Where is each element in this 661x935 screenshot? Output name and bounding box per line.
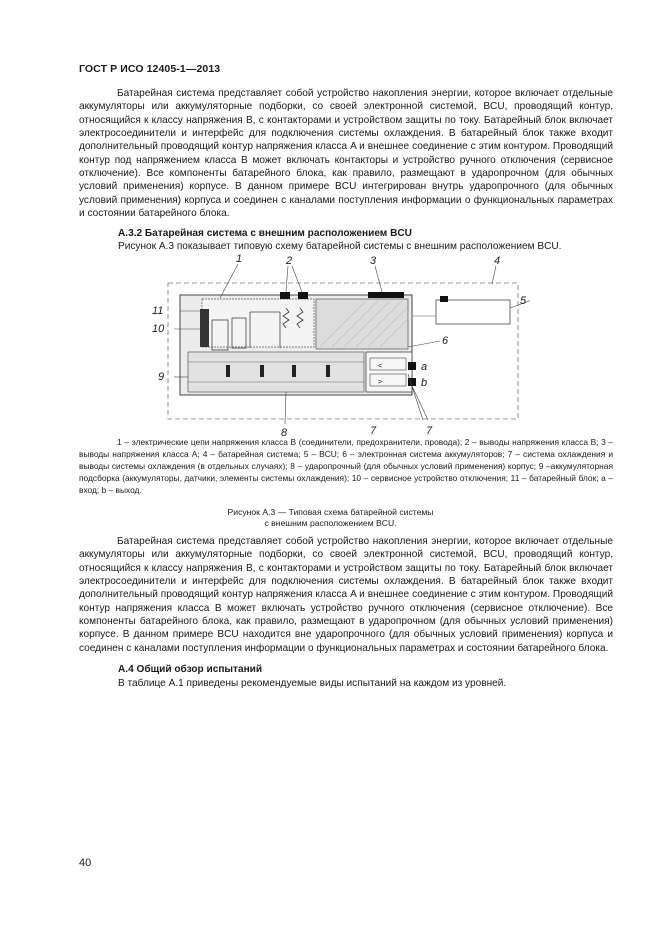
cell-row xyxy=(188,352,364,392)
figure-callout-1: 1 xyxy=(236,253,243,265)
cooling-inlet-port xyxy=(408,362,416,370)
page-number: 40 xyxy=(79,857,92,869)
service-disconnect xyxy=(200,309,209,347)
figure-callout-4: 4 xyxy=(494,255,501,267)
figure-callout-6: 6 xyxy=(442,335,449,347)
battery-system-diagram xyxy=(140,252,530,438)
figure-callout-8: 8 xyxy=(281,427,288,438)
paragraph-battery-system-external: Батарейная система представляет собой устройство накопления энергии, которое включает отдельные аккумуляторы или аккумуляторные подборки, со своей электронной системой, BCU, проводящий контур, относящийся к классу напряжения B, с контакторами и устройством защиты по току. Батарейный блок включает электросоединители и интерфейс для подключения системы охлаждения. В батарейный блок также входит дополнительный проводящий контур напряжения класса A и внешнее соединение с этим контуром. Проводящий контур напряжения класса B может включать устройство ручного отключения (сервисное отключение). Все компоненты батарейного блока, как правило, размещают в ударопрочном (для обычных условий применения) корпусе. В данном примере BCU находится вне ударопрочного (для обычных условий применения) корпуса и соединен с каналами поступления информации о функциональных параметрах и состоянии батарейного блока. xyxy=(79,536,613,654)
external-bcu xyxy=(436,300,510,324)
figure-callout-10: 10 xyxy=(152,323,165,335)
cooling-outlet-port xyxy=(408,378,416,386)
cell-subassembly xyxy=(202,299,314,347)
figure-caption-line-1: Рисунок А.3 — Типовая схема батарейной системы xyxy=(227,507,434,517)
document-header: ГОСТ Р ИСО 12405-1—2013 xyxy=(79,63,221,75)
svg-text:>: > xyxy=(378,379,383,386)
class-b-terminal-2 xyxy=(298,292,308,299)
figure-callout-3: 3 xyxy=(370,255,377,267)
outlet-label: b xyxy=(421,377,428,389)
figure-intro-text: Рисунок А.3 показывает типовую схему батарейной системы с внешним расположением BCU. xyxy=(118,241,562,252)
figure-caption xyxy=(0,507,661,529)
figure-callout-2: 2 xyxy=(286,255,293,267)
figure-callout-7: 7 xyxy=(426,425,433,437)
figure-callout-11: 11 xyxy=(152,305,164,317)
svg-text:<: < xyxy=(378,363,383,370)
class-a-terminal xyxy=(368,292,404,298)
section-heading-a32: А.3.2 Батарейная система с внешним расположением BCU xyxy=(118,228,412,239)
figure-caption-line-2: с внешним расположением BCU. xyxy=(264,518,397,528)
figure-legend: 1 – электрические цепи напряжения класса B (соединители, предохранители, провода); 2 – выводы напряжения класса B; 3 – выводы напряжения класса A; 4 – батарейная система; 5 – BCU; 6 – электронная система аккумуляторов; 7 – система охлаждения и выводы системы охлаждения (в отдельных случаях); 8 – ударопрочный (для обычных условий применения) корпус; 9 –аккумуляторная подсборка (аккумуляторы, датчики, элементы системы охлаждения); 10 – сервисное устройство отключения; 11 – батарейный блок; a – вход; b – выход. xyxy=(79,437,613,495)
section-heading-a4: А.4 Общий обзор испытаний xyxy=(118,664,263,675)
class-b-terminal-1 xyxy=(280,292,290,299)
paragraph-tests-overview: В таблице А.1 приведены рекомендуемые виды испытаний на каждом из уровней. xyxy=(118,678,507,689)
inlet-label: a xyxy=(421,361,428,373)
bcu-internal-area xyxy=(316,299,408,349)
figure-callout-9: 9 xyxy=(158,371,165,383)
paragraph-battery-system-integrated: Батарейная система представляет собой устройство накопления энергии, которое включает отдельные аккумуляторы или аккумуляторные подборки, со своей электронной системой, BCU, проводящий контур, относящийся к классу напряжения B, с контакторами и устройством защиты по току. Батарейный блок включает электросоединители и интерфейс для подключения системы охлаждения. В батарейный блок также входит дополнительный проводящий контур напряжения класса A и внешнее соединение с этим контуром. Проводящий контур под напряжением класса B может включать контакторы и устройство ручного отключения (сервисное отключение). Все компоненты батарейного блока, как правило, размещают в ударопрочном (для обычных условий применения) корпусе. В данном примере BCU интегрирован внутрь ударопрочного (для обычных условий применения) корпуса и соединен с каналами поступления информации о функциональных параметрах и состоянии батарейного блока. xyxy=(79,88,613,220)
figure-callout-5: 5 xyxy=(520,295,527,307)
figure-callout-7-first: 7 xyxy=(370,425,377,437)
